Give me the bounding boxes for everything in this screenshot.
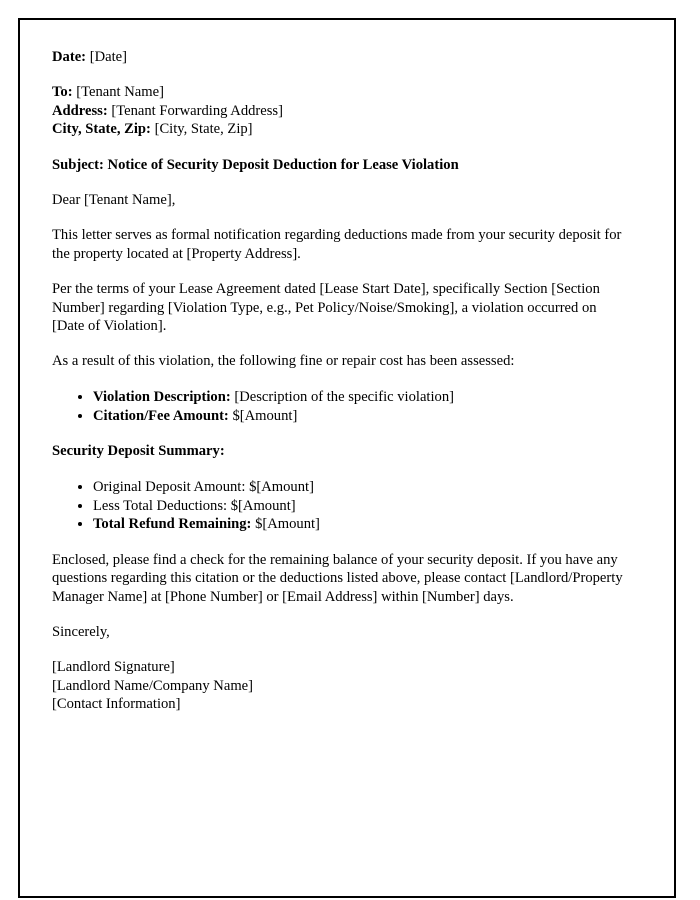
paragraph-assessed: As a result of this violation, the following fine or repair cost has been assessed: [52,353,515,370]
summary-heading: Security Deposit Summary: [52,443,225,460]
paragraph-intro: This letter serves as formal notification regarding deductions made from your security deposit for the property located at [Property Address]. [52,227,622,262]
date-value: [Date] [89,49,127,65]
address-value: [Tenant Forwarding Address] [111,102,283,119]
recipient-block [52,83,632,138]
refund-remaining-label: Total Refund Remaining: [93,516,252,533]
list-item [93,478,632,496]
city-state-zip-line [52,120,632,138]
violation-description-label: Violation Description: [93,388,231,405]
total-deductions-value: $[Amount] [230,497,296,514]
salutation: Dear [Tenant Name], [52,192,176,209]
list-item [93,515,632,533]
address-label: Address: [52,102,108,119]
paragraph-lease-terms: Per the terms of your Lease Agreement dated [Lease Start Date], specifically Section [Section Number] regarding [Violation Type, e.g., Pet Policy/Noise/Smoking], a violation occurred on [Date of Violation]. [52,281,600,335]
total-deductions-label: Less Total Deductions: [93,497,228,514]
original-deposit-value: $[Amount] [249,478,314,495]
signature-line: [Landlord Signature] [52,659,175,676]
summary-list [52,478,632,534]
city-state-zip-label: City, State, Zip: [52,121,151,138]
date-line [52,48,632,66]
signature-line: [Landlord Name/Company Name] [52,677,254,694]
document-page [18,18,676,898]
citation-fee-value: $[Amount] [232,407,298,424]
list-item [93,407,632,425]
list-item [93,388,632,406]
list-item [93,497,632,515]
closing: Sincerely, [52,624,110,641]
date-label: Date: [52,49,87,65]
violation-description-value: [Description of the specific violation] [234,388,454,405]
subject-line: Subject: Notice of Security Deposit Deduction for Lease Violation [52,156,459,173]
paragraph-enclosed: Enclosed, please find a check for the remaining balance of your security deposit. If you have any questions regarding this citation or the deductions listed above, please contact [Landlord/Property Manager Name] at [Phone Number] or [Email Address] within [Number] days. [52,551,623,605]
signature-line: [Contact Information] [52,696,181,713]
to-line [52,83,632,101]
violation-list [52,388,632,425]
to-value: [Tenant Name] [76,84,164,101]
signature-block [52,658,632,713]
city-state-zip-value: [City, State, Zip] [154,121,253,138]
citation-fee-label: Citation/Fee Amount: [93,407,229,424]
refund-remaining-value: $[Amount] [255,516,320,533]
to-label: To: [52,84,73,101]
original-deposit-label: Original Deposit Amount: [93,478,246,495]
address-line [52,102,632,120]
